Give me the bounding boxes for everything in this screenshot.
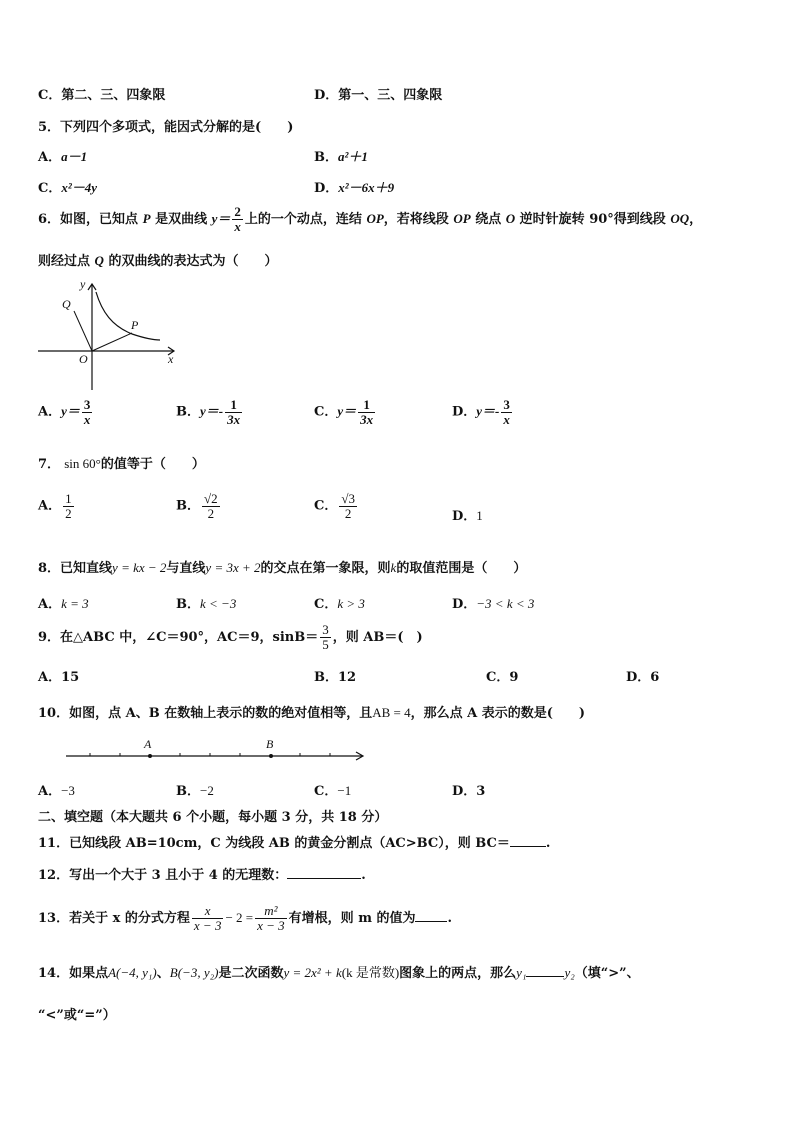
point-a: [148, 754, 152, 758]
q9-option-a: A．15: [38, 670, 80, 685]
q8-option-c: C．k > 3: [314, 596, 365, 612]
q7-option-d: D．1: [452, 508, 483, 524]
figure-label-y: y: [80, 278, 86, 291]
q10-option-d: D．3: [452, 784, 486, 799]
q5-option-d: D．x²－6x＋9: [314, 180, 395, 196]
q8-stem: 8．已知直线y = kx − 2与直线y = 3x + 2的交点在第一象限，则k的取值范围是（ ）: [38, 560, 527, 576]
q8-option-a: A．k = 3: [38, 596, 89, 612]
q9-option-c: C．9: [486, 670, 519, 685]
q9-option-b: B．12: [314, 670, 357, 685]
q13-answer-blank[interactable]: [415, 910, 447, 922]
q5-option-a: A．a－1: [38, 149, 88, 165]
q7-option-a: A． $\frac{1}{2}$: [38, 491, 72, 521]
q6-option-b: B．y＝- $\frac{1}{3x}$: [176, 397, 241, 427]
segment-op: [92, 333, 132, 351]
q10-number-line: [60, 736, 370, 766]
q6-stem-line2: 则经过点 Q 的双曲线的表达式为（ ）: [38, 253, 278, 269]
q14-stem-line2: “<”或“=”）: [38, 1008, 116, 1023]
q5-stem: 5．下列四个多项式，能因式分解的是( ): [38, 120, 294, 135]
q14-answer-blank[interactable]: [526, 965, 564, 977]
segment-oq: [74, 311, 92, 351]
q13-stem: 13．若关于 x 的分式方程 $\frac{x}{x - 3}$ − 2 = $\frac{\text{m²}}{x - 3}$ 有增根，则 m 的值为 .: [38, 903, 453, 933]
q6-option-c: C．y＝ $\frac{1}{3x}$: [314, 397, 374, 427]
q6-option-a: A．y＝ $\frac{3}{x}$: [38, 397, 91, 427]
q6-fraction: $\frac{2}{x}$: [234, 204, 241, 234]
q11-stem: 11．已知线段 AB=10cm，C 为线段 AB 的黄金分割点（AC>BC），则 BC＝ .: [38, 836, 551, 851]
q5-option-c: C．x²－4y: [38, 180, 98, 196]
q9-option-d: D．6: [626, 670, 660, 685]
figure-label-o: O: [79, 352, 88, 366]
q10-option-c: C．−1: [314, 783, 352, 799]
q6-option-d: D．y＝- $\frac{3}{x}$: [452, 397, 510, 427]
q12-answer-blank[interactable]: [287, 867, 361, 879]
q10-stem: 10．如图，点 A、B 在数轴上表示的数的绝对值相等，且AB = 4，那么点 A 表示的数是( ): [38, 705, 586, 721]
q10-option-a: A．−3: [38, 783, 75, 799]
q6-hyperbola-figure: [36, 278, 186, 393]
figure-label-x: x: [168, 352, 174, 366]
q4-option-d: D．第一、三、四象限: [314, 88, 443, 103]
label-a: A: [144, 737, 152, 751]
q8-option-d: D．−3 < k < 3: [452, 596, 535, 612]
q7-option-c: C． $\frac{√3}{2}$: [314, 491, 355, 521]
hyperbola-curve: [96, 292, 160, 340]
section-2-title: 二、填空题（本大题共 6 个小题，每小题 3 分，共 18 分）: [38, 810, 388, 825]
q6-stem-line1: 6．如图，已知点 P 是双曲线 y＝ $\frac{2}{x}$ 上的一个动点，连结 OP，若将线段 OP 绕点 O 逆时针旋转 90°得到线段 OQ，: [38, 204, 703, 234]
point-b: [269, 754, 273, 758]
q10-option-b: B．−2: [176, 783, 214, 799]
q9-stem: 9．在△ABC 中，∠C＝90°，AC＝9，sinB＝ $\frac{3}{5}$ ，则 AB＝( ): [38, 622, 423, 652]
figure-label-p: P: [131, 318, 139, 332]
q11-answer-blank[interactable]: [510, 835, 546, 847]
q5-option-b: B．a²＋1: [314, 149, 368, 165]
q8-option-b: B．k < −3: [176, 596, 237, 612]
q14-stem-line1: 14．如果点A(−4, y₁)、B(−3, y₂)是二次函数y = 2x² + k(k 是常数)图象上的两点，那么y₁ y₂（填“>”、: [38, 965, 640, 981]
q4-option-c: C．第二、三、四象限: [38, 88, 166, 103]
label-b: B: [266, 737, 274, 751]
q7-option-b: B． $\frac{√2}{2}$: [176, 491, 218, 521]
q7-stem: 7． sin 60°的值等于（ ）: [38, 456, 205, 472]
figure-label-q: Q: [62, 297, 71, 311]
q12-stem: 12．写出一个大于 3 且小于 4 的无理数： .: [38, 868, 366, 883]
